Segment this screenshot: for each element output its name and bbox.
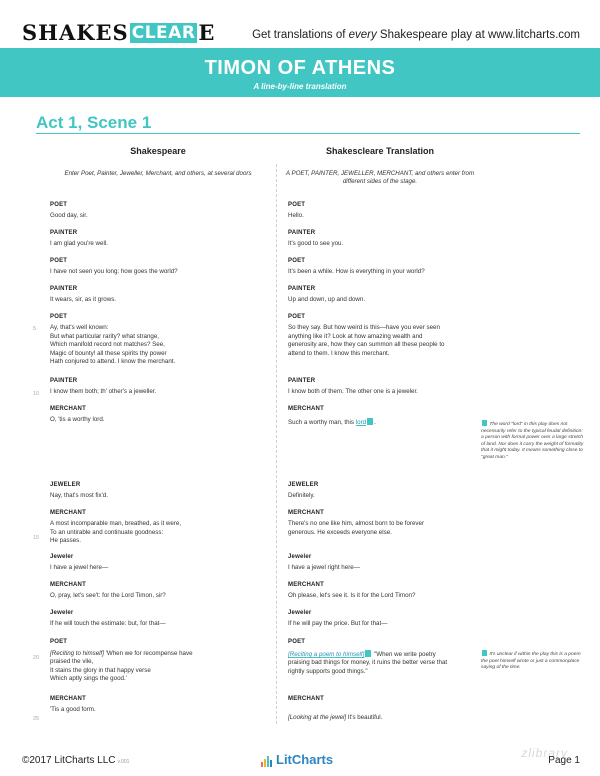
speaker-name: POET bbox=[50, 314, 68, 320]
tagline-pre: Get translations of bbox=[252, 29, 349, 41]
speaker-name: POET bbox=[288, 202, 306, 208]
column-header-original: Shakespeare bbox=[130, 146, 186, 156]
original-line bbox=[50, 229, 266, 249]
poet-recite-translation bbox=[288, 650, 474, 676]
speaker-name: MERCHANT bbox=[50, 696, 86, 702]
original-line bbox=[50, 405, 266, 425]
recite-translation-3: rightly supports good things." bbox=[288, 667, 368, 675]
speaker-name: POET bbox=[50, 639, 68, 645]
speaker-name: PAINTER bbox=[50, 378, 78, 384]
dialogue-line: It's good to see you. bbox=[288, 240, 344, 248]
glossary-word-lord[interactable]: lord bbox=[355, 419, 367, 426]
dialogue-line: 'Tis a good form. bbox=[50, 706, 96, 714]
dialogue-line: A most incomparable man, breathed, as it were, bbox=[50, 520, 182, 528]
speaker-name: MERCHANT bbox=[288, 696, 324, 702]
speaker-name: JEWELER bbox=[50, 482, 81, 488]
stage-reciting-translation[interactable]: [Reciting a poem to himself] bbox=[288, 651, 365, 658]
speaker-name: MERCHANT bbox=[288, 510, 324, 516]
side-note-lord bbox=[481, 420, 585, 462]
merchant-translation bbox=[288, 418, 474, 427]
original-line bbox=[50, 609, 266, 629]
dialogue-line: It wears, sir, as it grows. bbox=[50, 296, 117, 304]
tagline bbox=[252, 29, 580, 41]
dialogue-line: I have a jewel here— bbox=[50, 564, 109, 572]
speaker-name: Jeweler bbox=[50, 610, 74, 616]
speaker-name: MERCHANT bbox=[288, 406, 324, 412]
litcharts-logo[interactable] bbox=[261, 752, 333, 767]
tagline-em: every bbox=[348, 29, 377, 41]
footer-copyright bbox=[22, 755, 129, 766]
translation-line bbox=[288, 257, 474, 277]
logo-shakes: SHAKES bbox=[22, 20, 129, 45]
dialogue-line: But what particular rarity? what strange, bbox=[50, 332, 160, 340]
translation-line bbox=[288, 638, 474, 649]
play-subtitle: A line-by-line translation bbox=[253, 82, 347, 91]
dialogue-line: anything like it? Look at how amazing wealth and bbox=[288, 332, 423, 340]
scene-divider bbox=[36, 133, 580, 134]
dialogue-line: Hath conjured to attend. I know the merchant. bbox=[50, 358, 176, 366]
stage-direction-original: Enter Poet, Painter, Jeweller, Merchant, and others, at several doors bbox=[64, 170, 252, 177]
stage-looking: [Looking at the jewel] bbox=[288, 714, 347, 721]
speaker-name: MERCHANT bbox=[50, 582, 86, 588]
original-line bbox=[50, 695, 266, 715]
note-flag-icon bbox=[482, 650, 487, 656]
dialogue-line: He passes. bbox=[50, 537, 81, 545]
speaker-name: Jeweler bbox=[288, 554, 312, 560]
original-line bbox=[50, 285, 266, 305]
speaker-name: POET bbox=[288, 639, 306, 645]
recite-translation-1: "When we write poetry bbox=[372, 651, 436, 658]
dialogue-line: O, pray, let's see't: for the Lord Timon, sir? bbox=[50, 592, 166, 600]
watermark: zlibrary bbox=[521, 746, 568, 760]
translation-line bbox=[288, 285, 474, 305]
speaker-name: PAINTER bbox=[50, 230, 78, 236]
translation-line bbox=[288, 553, 474, 573]
last-line-translation bbox=[288, 714, 474, 722]
dialogue-line: I have a jewel right here— bbox=[288, 564, 360, 572]
column-divider bbox=[276, 164, 277, 724]
dialogue-line: Hello. bbox=[288, 212, 304, 220]
line-number: 10 bbox=[33, 391, 40, 397]
speaker-name: MERCHANT bbox=[50, 406, 86, 412]
logo-clear: CLEAR bbox=[131, 23, 196, 43]
translation-line bbox=[288, 313, 474, 358]
translation-line bbox=[288, 695, 474, 706]
top-bar bbox=[0, 0, 600, 48]
dialogue-line: I have not seen you long: how goes the world? bbox=[50, 268, 178, 276]
note-flag-icon bbox=[482, 420, 487, 426]
original-line bbox=[50, 509, 266, 546]
note-text: It's unclear if within the play this is a poem the poet himself wrote or just a commonplace saying of the time. bbox=[481, 652, 581, 671]
title-banner bbox=[0, 48, 600, 97]
dialogue-line: There's no one like him, almost born to be forever bbox=[288, 520, 424, 528]
play-title: TIMON OF ATHENS bbox=[204, 57, 396, 79]
line-number: 15 bbox=[33, 535, 40, 541]
dialogue-line: If he will pay the price. But for that— bbox=[288, 620, 388, 628]
last-line-text: It's beautiful. bbox=[346, 714, 383, 721]
stage-direction-translation: A POET, PAINTER, JEWELLER, MERCHANT, and others enter from different sides of the stage. bbox=[285, 170, 475, 186]
speaker-name: POET bbox=[50, 258, 68, 264]
dialogue-line: generous. He exceeds everyone else. bbox=[288, 528, 392, 536]
shakescleare-logo[interactable] bbox=[22, 22, 215, 44]
speaker-name: PAINTER bbox=[288, 230, 316, 236]
speaker-name: POET bbox=[288, 314, 306, 320]
original-line bbox=[50, 313, 266, 366]
recite-line-4: Which aptly sings the good.' bbox=[50, 675, 127, 683]
recite-line-3: It stains the glory in that happy verse bbox=[50, 666, 151, 674]
dialogue-line: Which manifold record not matches? See, bbox=[50, 341, 165, 349]
speaker-name: PAINTER bbox=[288, 378, 316, 384]
note-text: The word "lord" in this play does not necessarily refer to the typical feudal definition: a person with formal power over a large stretch of land. Nor does it carry the weight of formality that it might today. It means something close to "great man." bbox=[481, 422, 584, 460]
original-line bbox=[50, 581, 266, 601]
translation-line bbox=[288, 405, 474, 416]
dialogue-line: Oh please, let's see it. Is it for the Lord Timon? bbox=[288, 592, 416, 600]
brand-text: LitCharts bbox=[276, 752, 334, 767]
speaker-name: Jeweler bbox=[288, 610, 312, 616]
stage-reciting: [Reciting to himself] bbox=[50, 650, 104, 657]
original-line bbox=[50, 257, 266, 277]
speaker-name: PAINTER bbox=[50, 286, 78, 292]
line-number: 20 bbox=[33, 655, 40, 661]
dialogue-line: Magic of bounty! all these spirits thy power bbox=[50, 349, 167, 357]
translation-line bbox=[288, 481, 474, 501]
copyright-text: ©2017 LitCharts LLC bbox=[22, 755, 116, 766]
speaker-name: MERCHANT bbox=[288, 582, 324, 588]
dialogue-line: attend to them. I know this merchant. bbox=[288, 349, 390, 357]
original-line bbox=[50, 553, 266, 573]
note-flag-icon[interactable] bbox=[367, 418, 373, 425]
recite-translation-2: praising bad things for money, it ruins the better verse that bbox=[288, 659, 448, 667]
line-number: 25 bbox=[33, 716, 40, 722]
translation-line bbox=[288, 229, 474, 249]
translation-line bbox=[288, 509, 474, 537]
dialogue-line: Good day, sir. bbox=[50, 212, 88, 220]
dialogue-line: If he will touch the estimate: but, for that— bbox=[50, 620, 166, 628]
recite-line-1: 'When we for recompense have bbox=[104, 650, 193, 657]
note-flag-icon[interactable] bbox=[365, 650, 371, 657]
tagline-post: Shakespeare play at www.litcharts.com bbox=[376, 29, 580, 41]
scene-heading: Act 1, Scene 1 bbox=[36, 113, 152, 132]
original-line bbox=[50, 377, 266, 397]
translation-line bbox=[288, 609, 474, 629]
dialogue-line: O, 'tis a worthy lord. bbox=[50, 416, 105, 424]
recite-line-2: praised the vile, bbox=[50, 658, 94, 666]
line-number: 5 bbox=[33, 326, 37, 332]
speaker-name: Jeweler bbox=[50, 554, 74, 560]
bar-chart-icon bbox=[261, 755, 273, 767]
original-line bbox=[50, 481, 266, 501]
translation-line bbox=[288, 377, 474, 397]
poet-recite-original bbox=[50, 650, 266, 684]
translation-line bbox=[288, 581, 474, 601]
dialogue-line: Nay, that's most fix'd. bbox=[50, 492, 108, 500]
dialogue-line: It's been a while. How is everything in your world? bbox=[288, 268, 425, 276]
merchant-line-pre: Such a worthy man, this bbox=[288, 419, 356, 426]
dialogue-line: I know both of them. The other one is a jeweler. bbox=[288, 388, 418, 396]
speaker-name: PAINTER bbox=[288, 286, 316, 292]
speaker-name: POET bbox=[50, 202, 68, 208]
dialogue-line: Definitely. bbox=[288, 492, 315, 500]
dialogue-line: Ay, that's well known: bbox=[50, 324, 109, 332]
column-header-translation: Shakescleare Translation bbox=[325, 146, 435, 156]
dialogue-line: Up and down, up and down. bbox=[288, 296, 366, 304]
dialogue-line: generosity are, how they can summon all these people to bbox=[288, 341, 445, 349]
original-line bbox=[50, 201, 266, 221]
page-number: Page 1 bbox=[548, 755, 580, 766]
original-line bbox=[50, 638, 266, 649]
version-text: v.001 bbox=[117, 759, 130, 765]
dialogue-line: To an untirable and continuate goodness: bbox=[50, 528, 164, 536]
merchant-line-post: . bbox=[374, 419, 376, 426]
speaker-name: JEWELER bbox=[288, 482, 319, 488]
side-note-poem bbox=[481, 650, 585, 672]
dialogue-line: I know them both; th' other's a jeweller. bbox=[50, 388, 157, 396]
translation-line bbox=[288, 201, 474, 221]
speaker-name: POET bbox=[288, 258, 306, 264]
dialogue-line: So they say. But how weird is this—have you ever seen bbox=[288, 324, 440, 332]
speaker-name: MERCHANT bbox=[50, 510, 86, 516]
logo-e: E bbox=[198, 20, 216, 45]
dialogue-line: I am glad you're well. bbox=[50, 240, 108, 248]
